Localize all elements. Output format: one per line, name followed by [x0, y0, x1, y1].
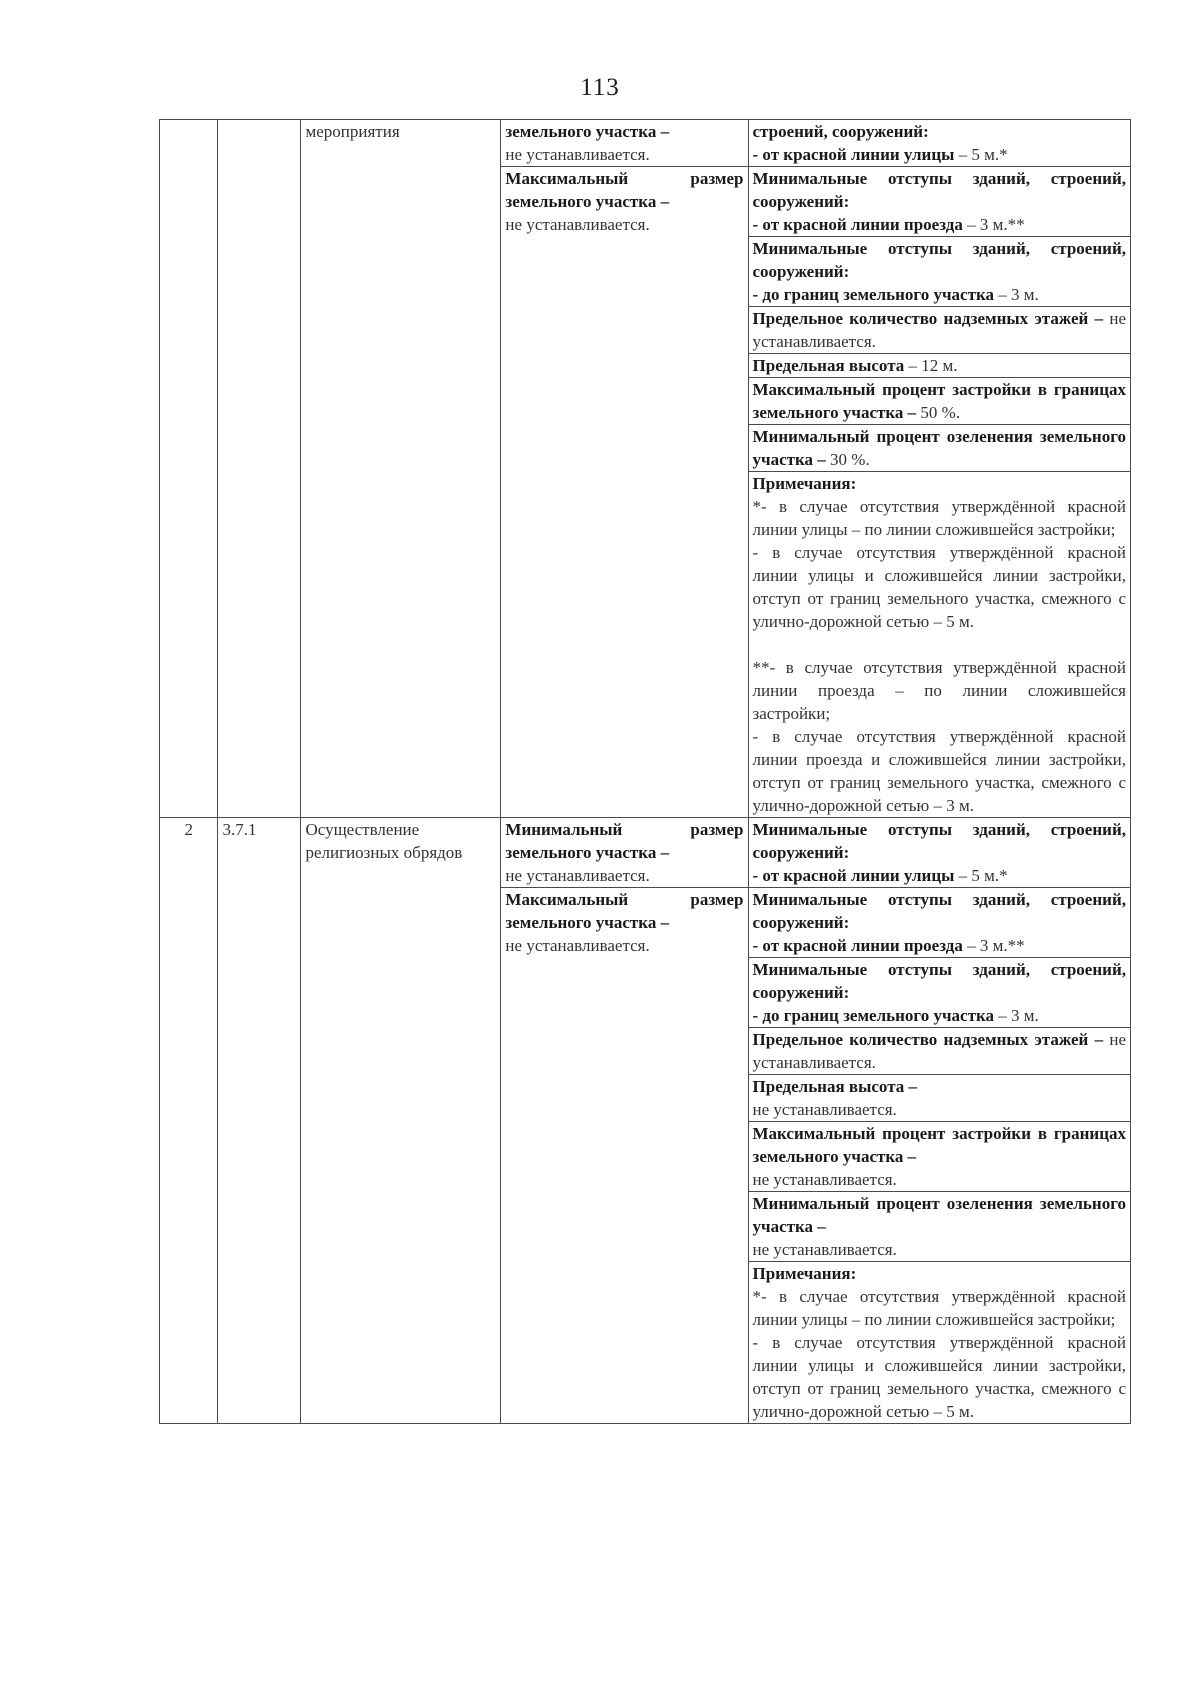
note-item: *- в случае отсутствия утверждённой красной линии улицы – по линии сложившейся застройки;: [752, 497, 1126, 539]
parameter-cell: [748, 1122, 1130, 1192]
parameter-value: не устанавливается.: [752, 1170, 897, 1189]
parameter-sublabel: - от красной линии проезда: [752, 936, 963, 955]
page-number: 113: [580, 74, 620, 101]
parameter-label: Максимальный процент застройки в границах земельного участка –: [752, 1124, 1126, 1166]
parameter-label: Минимальные отступы зданий, строений, сооружений:: [752, 820, 1126, 862]
parameter-sublabel: - от красной линии проезда: [752, 215, 963, 234]
parameter-cell: [748, 354, 1130, 378]
parameter-value: не устанавливается.: [752, 1030, 1126, 1072]
parameter-cell: [748, 1192, 1130, 1262]
parameter-sublabel: - от красной линии улицы: [752, 145, 955, 164]
parameter-value: – 3 м.: [993, 1006, 1039, 1025]
parameter-label: Минимальные отступы зданий, строений, сооружений:: [752, 960, 1126, 1002]
min-size-cell: [501, 120, 748, 167]
note-item: - в случае отсутствия утверждённой красной линии улицы и сложившейся линии застройки, отступ от границ земельного участка, смежного с улично-дорожной сетью – 5 м.: [752, 543, 1126, 631]
parameter-value: 30 %.: [825, 450, 870, 469]
use-code: 3.7.1: [218, 818, 301, 1424]
table-row: [160, 120, 1131, 167]
parameter-cell: [748, 425, 1130, 472]
size-label: Максимальный размер земельного участка –: [505, 169, 744, 211]
parameter-cell: [748, 888, 1130, 958]
note-item: - в случае отсутствия утверждённой красной линии улицы и сложившейся линии застройки, отступ от границ земельного участка, смежного с улично-дорожной сетью – 5 м.: [752, 1333, 1126, 1421]
note-item: **- в случае отсутствия утверждённой красной линии проезда – по линии сложившейся застройки;: [752, 658, 1126, 723]
parameter-label: Максимальный процент застройки в границах земельного участка –: [752, 380, 1126, 422]
size-value: не устанавливается.: [505, 866, 650, 885]
use-name: мероприятия: [301, 120, 501, 818]
parameter-cell: [748, 1075, 1130, 1122]
row-number: [160, 120, 218, 818]
parameter-value: 50 %.: [916, 403, 961, 422]
notes-cell: [748, 1262, 1130, 1424]
notes-cell: [748, 472, 1130, 818]
parameter-value: – 12 м.: [904, 356, 958, 375]
parameter-value: – 3 м.**: [962, 215, 1025, 234]
row-number: 2: [160, 818, 218, 1424]
parameter-label: Минимальный процент озеленения земельного участка –: [752, 427, 1126, 469]
parameter-value: – 3 м.**: [962, 936, 1025, 955]
parameter-value: – 3 м.: [993, 285, 1039, 304]
table-row: [160, 818, 1131, 888]
parameter-cell: [748, 307, 1130, 354]
note-item: [753, 633, 1126, 656]
parameter-label: Предельная высота –: [752, 1077, 918, 1096]
parameter-label: Минимальные отступы зданий, строений, сооружений:: [752, 239, 1126, 281]
use-code: [218, 120, 301, 818]
parameter-cell: [748, 120, 1130, 167]
note-item: *- в случае отсутствия утверждённой красной линии улицы – по линии сложившейся застройки;: [752, 1287, 1126, 1329]
parameter-sublabel: - до границ земельного участка: [752, 1006, 994, 1025]
use-name: Осуществление религиозных обрядов: [301, 818, 501, 1424]
parameter-label: Минимальные отступы зданий, строений, сооружений:: [752, 169, 1126, 211]
parameter-label: Минимальные отступы зданий, строений, сооружений:: [752, 890, 1126, 932]
size-label: Минимальный размер земельного участка –: [505, 820, 744, 862]
note-item: - в случае отсутствия утверждённой красной линии проезда и сложившейся линии застройки, отступ от границ земельного участка, смежного с улично-дорожной сетью – 3 м.: [752, 727, 1126, 815]
parameter-value: – 5 м.*: [954, 145, 1008, 164]
parameter-sublabel: - от красной линии улицы: [752, 866, 955, 885]
size-value: не устанавливается.: [505, 145, 650, 164]
parameter-value: не устанавливается.: [752, 1100, 897, 1119]
regulations-table: [159, 119, 1131, 1424]
parameter-cell: [748, 958, 1130, 1028]
size-label: земельного участка –: [505, 122, 670, 141]
size-value: не устанавливается.: [505, 936, 650, 955]
parameter-value: не устанавливается.: [752, 309, 1126, 351]
parameter-sublabel: - до границ земельного участка: [752, 285, 994, 304]
parameter-label: строений, сооружений:: [752, 122, 929, 141]
parameter-label: Предельное количество надземных этажей –: [752, 1030, 1104, 1049]
size-value: не устанавливается.: [505, 215, 650, 234]
parameter-value: – 5 м.*: [954, 866, 1008, 885]
parameter-cell: [748, 378, 1130, 425]
notes-title: Примечания:: [752, 474, 857, 493]
parameter-cell: [748, 818, 1130, 888]
parameter-value: не устанавливается.: [752, 1240, 897, 1259]
parameter-cell: [748, 167, 1130, 237]
parameter-label: Минимальный процент озеленения земельного участка –: [752, 1194, 1126, 1236]
parameter-cell: [748, 237, 1130, 307]
min-size-cell: [501, 818, 748, 888]
size-label: Максимальный размер земельного участка –: [505, 890, 744, 932]
parameter-label: Предельное количество надземных этажей –: [752, 309, 1104, 328]
notes-title: Примечания:: [752, 1264, 857, 1283]
parameter-label: Предельная высота: [752, 356, 905, 375]
max-size-cell: [501, 888, 748, 1424]
max-size-cell: [501, 167, 748, 818]
parameter-cell: [748, 1028, 1130, 1075]
